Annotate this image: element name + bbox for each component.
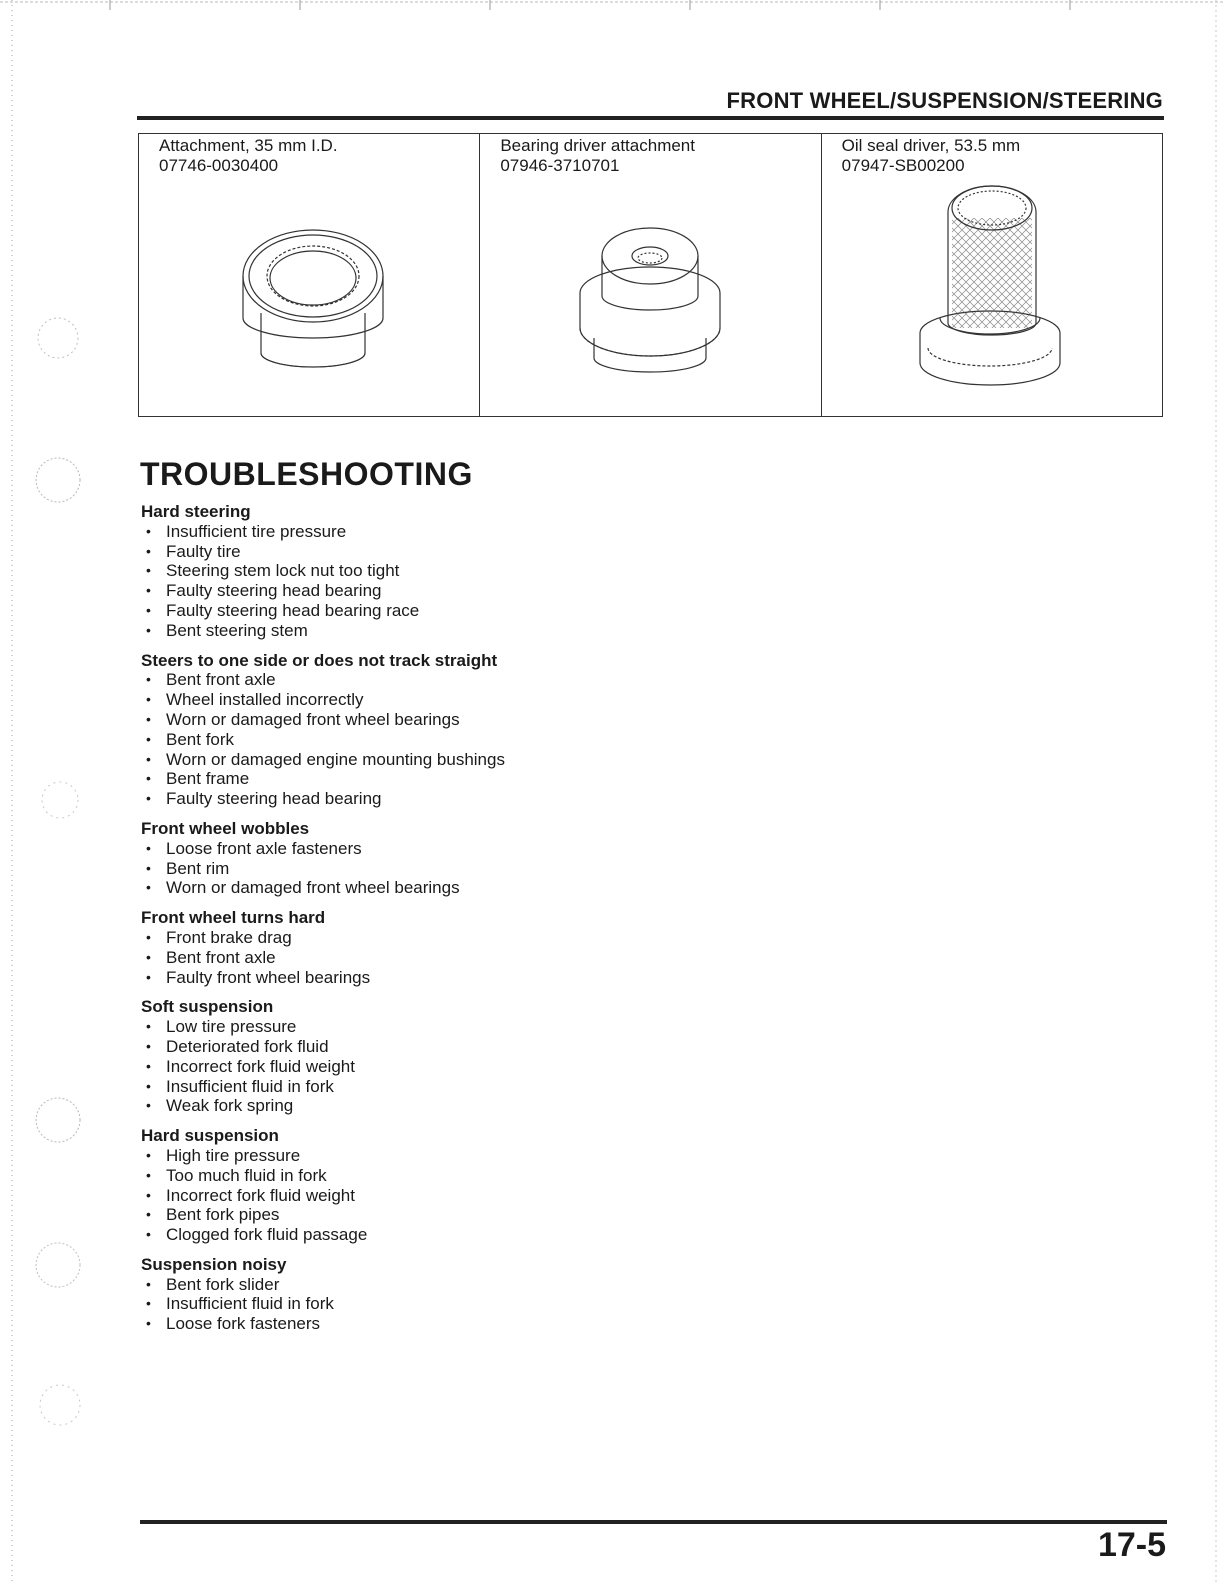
tool-name: Oil seal driver, 53.5 mm (841, 136, 1021, 155)
cause-list-item: • Incorrect fork fluid weight (141, 1057, 841, 1077)
cause-list-item: • Low tire pressure (141, 1017, 841, 1037)
tool-part-number: 07746-0030400 (159, 156, 279, 175)
tool-part-number: 07947-SB00200 (841, 156, 965, 175)
cause-list-item: • Worn or damaged engine mounting bushings (141, 750, 841, 770)
cause-list-item: • Bent fork slider (141, 1275, 841, 1295)
scan-right-edge (1206, 0, 1224, 1584)
cause-list-item: • Front brake drag (141, 928, 841, 948)
troubleshooting-title: TROUBLESHOOTING (140, 456, 473, 492)
cause-list-item: • Bent fork pipes (141, 1205, 841, 1225)
header-rule (137, 116, 1164, 120)
cause-list-item: • Worn or damaged front wheel bearings (141, 878, 841, 898)
cause-list-item: • Insufficient fluid in fork (141, 1077, 841, 1097)
symptom-group (141, 1126, 841, 1245)
cause-list-item: • Bent frame (141, 769, 841, 789)
tool-name: Attachment, 35 mm I.D. (159, 136, 338, 155)
scan-top-edge (0, 0, 1224, 12)
symptom-group (141, 997, 841, 1116)
symptom-group (141, 1255, 841, 1334)
footer-rule (140, 1520, 1167, 1524)
cause-list-item: • Insufficient fluid in fork (141, 1294, 841, 1314)
cause-list-item: • Clogged fork fluid passage (141, 1225, 841, 1245)
tool-cell-bearing-driver (480, 134, 821, 416)
symptom-group (141, 651, 841, 809)
cause-list-item: • Wheel installed incorrectly (141, 690, 841, 710)
symptom-heading: Front wheel wobbles (141, 818, 310, 838)
symptom-heading: Hard steering (141, 502, 251, 521)
binding-hole-marks (0, 0, 100, 1584)
cause-list-item: • Worn or damaged front wheel bearings (141, 710, 841, 730)
cause-list-item: • Bent fork (141, 730, 841, 750)
cause-list-item: • Bent steering stem (141, 621, 841, 641)
cause-list-item: • Faulty front wheel bearings (141, 968, 841, 988)
bearing-driver-icon (480, 178, 821, 416)
page-number: 17-5 (1097, 1526, 1166, 1564)
cause-list-item: • Faulty steering head bearing (141, 581, 841, 601)
section-header-title: FRONT WHEEL/SUSPENSION/STEERING (726, 88, 1163, 113)
oil-seal-driver-icon (822, 178, 1163, 416)
cause-list-item: • Incorrect fork fluid weight (141, 1186, 841, 1206)
cause-list-item: • Weak fork spring (141, 1096, 841, 1116)
tool-cell-attachment (139, 134, 480, 416)
tool-name: Bearing driver attachment (500, 136, 695, 155)
cause-list-item: • Bent rim (141, 859, 841, 879)
cause-list-item: • Insufficient tire pressure (141, 522, 841, 542)
cause-list-item: • Loose front axle fasteners (141, 839, 841, 859)
cause-list-item: • Too much fluid in fork (141, 1166, 841, 1186)
symptom-heading: Steers to one side or does not track straight (141, 650, 498, 670)
symptom-group (141, 908, 841, 987)
cause-list-item: • Bent front axle (141, 948, 841, 968)
cause-list-item: • Loose fork fasteners (141, 1314, 841, 1334)
cause-list-item: • Faulty steering head bearing race (141, 601, 841, 621)
attachment-icon (139, 178, 480, 416)
special-tools-table (138, 133, 1163, 417)
cause-list-item: • Faulty steering head bearing (141, 789, 841, 809)
symptom-group (141, 502, 841, 641)
cause-list-item: • Faulty tire (141, 542, 841, 562)
tool-part-number: 07946-3710701 (500, 156, 620, 175)
symptom-heading: Soft suspension (141, 997, 274, 1017)
symptom-heading: Hard suspension (141, 1126, 279, 1146)
cause-list-item: • Steering stem lock nut too tight (141, 561, 841, 581)
troubleshooting-list (141, 502, 841, 1344)
tool-cell-oil-seal-driver (822, 134, 1162, 416)
cause-list-item: • Deteriorated fork fluid (141, 1037, 841, 1057)
symptom-heading: Front wheel turns hard (141, 908, 326, 928)
cause-list-item: • High tire pressure (141, 1146, 841, 1166)
cause-list-item: • Bent front axle (141, 670, 841, 690)
symptom-group (141, 819, 841, 898)
symptom-heading: Suspension noisy (141, 1254, 287, 1274)
